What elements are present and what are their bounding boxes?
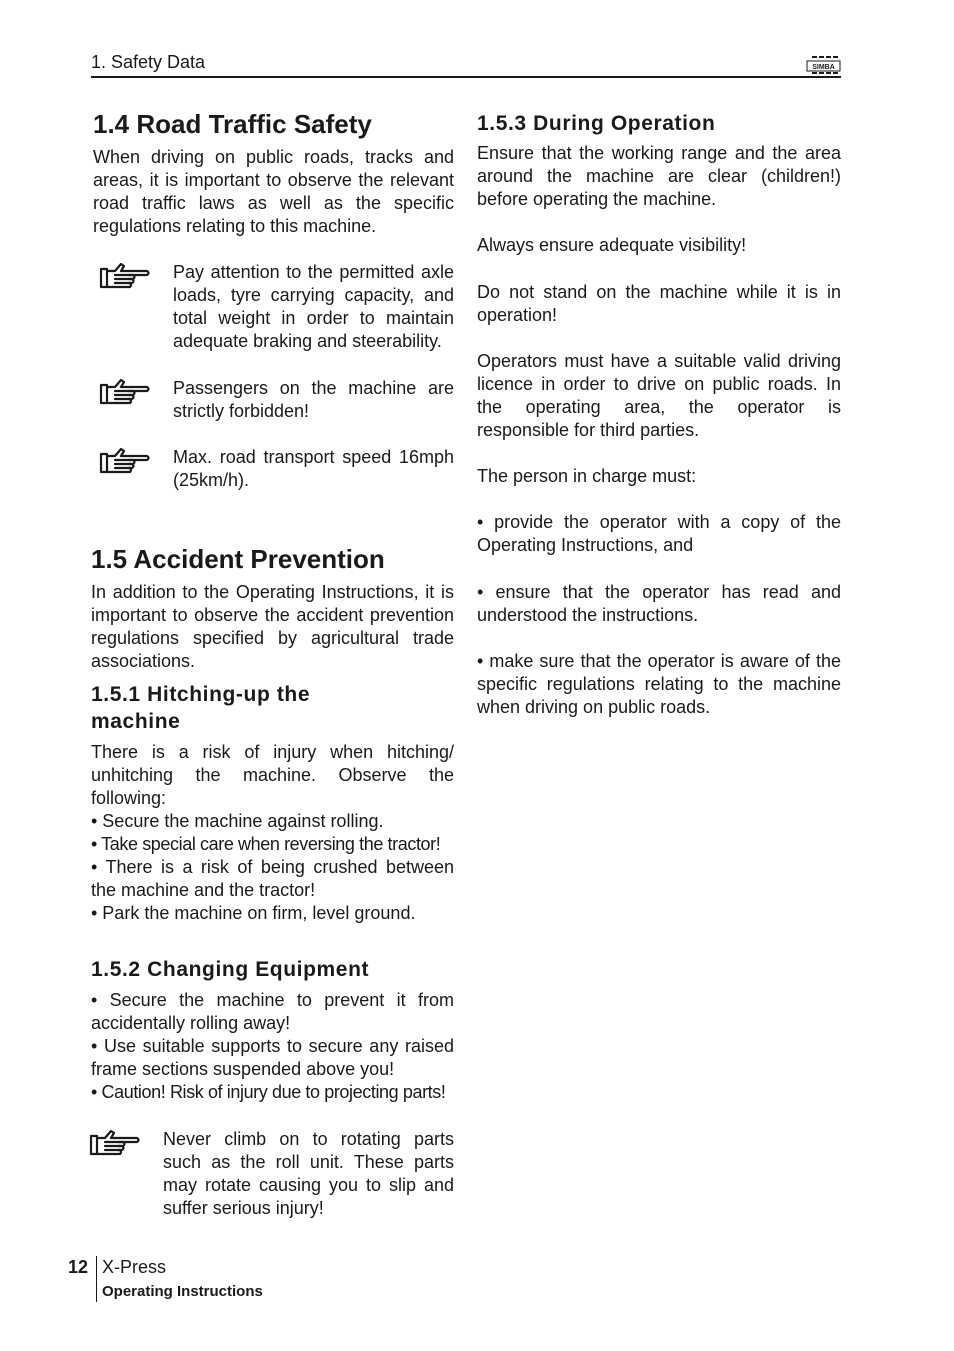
list-item: • Take special care when reversing the tractor!	[91, 834, 441, 854]
hitching-intro: There is a risk of injury when hitching/ unhitching the machine. Observe the following:	[91, 742, 454, 808]
during-operation-p2	[477, 281, 841, 327]
hitching-title-line2: machine	[91, 710, 181, 733]
note-text: Passengers on the machine are strictly forbidden!	[173, 378, 454, 421]
during-operation-p0	[477, 142, 841, 211]
subsection-title-hitching	[91, 681, 454, 735]
list-item: • Use suitable supports to secure any raised frame sections suspended above you!	[91, 1036, 454, 1079]
during-operation-p7	[477, 650, 841, 719]
simba-logo	[806, 55, 841, 75]
note-text: Never climb on to rotating parts such as the roll unit. These parts may rotate causing you to slip and suffer serious injury!	[163, 1129, 454, 1218]
pointing-hand-icon	[99, 446, 151, 476]
subsection-title-during-operation: 1.5.3 During Operation	[477, 112, 716, 135]
road-traffic-intro: When driving on public roads, tracks and areas, it is important to observe the relevant road traffic laws as well as the specific regulations relating to this machine.	[93, 147, 454, 236]
pointing-hand-icon	[89, 1128, 141, 1158]
paragraph: Always ensure adequate visibility!	[477, 235, 747, 255]
accident-prevention-section	[91, 544, 454, 574]
logo-text: SIMBA	[812, 64, 835, 71]
section-title-accident-prevention: 1.5 Accident Prevention	[91, 544, 385, 574]
hitching-intro-block	[91, 741, 454, 810]
paragraph: • ensure that the operator has read and understood the instructions.	[477, 582, 841, 625]
changing-heading	[91, 956, 454, 983]
during-operation-p4	[477, 465, 841, 488]
during-operation-p3	[477, 350, 841, 442]
running-header: 1. Safety Data	[91, 52, 206, 72]
hitching-title-line1: 1.5.1 Hitching-up the	[91, 683, 311, 706]
list-item: • Secure the machine against rolling.	[91, 811, 384, 831]
paragraph: Operators must have a suitable valid driving licence in order to drive on public roads. In the operating area, the operator is responsible for third parties.	[477, 351, 841, 440]
note-text: Pay attention to the permitted axle loads, tyre carrying capacity, and total weight in order to maintain adequate braking and steerability.	[173, 262, 454, 351]
accident-prevention-intro-block	[91, 581, 454, 673]
paragraph: • make sure that the operator is aware of the specific regulations relating to the machine when driving on public roads.	[477, 651, 841, 717]
list-item: • There is a risk of being crushed between the machine and the tractor!	[91, 857, 454, 900]
paragraph: • provide the operator with a copy of the Operating Instructions, and	[477, 512, 841, 555]
paragraph: The person in charge must:	[477, 466, 697, 486]
pointing-hand-icon	[99, 261, 151, 291]
page-number: 12	[68, 1257, 89, 1277]
list-item: • Secure the machine to prevent it from accidentally rolling away!	[91, 990, 454, 1033]
during-operation-p6	[477, 581, 841, 627]
section-title-road-traffic: 1.4 Road Traffic Safety	[93, 109, 372, 139]
accident-prevention-intro: In addition to the Operating Instructions, it is important to observe the accident prevention regulations specified by agricultural trade associations.	[91, 582, 454, 671]
road-traffic-intro-block	[93, 146, 454, 238]
hitching-list	[91, 810, 454, 925]
pointing-hand-icon	[99, 377, 151, 407]
during-operation-p5	[477, 511, 841, 557]
paragraph: Ensure that the working range and the area around the machine are clear (children!) before operating the machine.	[477, 143, 841, 209]
footer-product: X-Press	[102, 1257, 167, 1277]
footer-rule	[96, 1256, 97, 1302]
list-item: • Caution! Risk of injury due to projecting parts!	[91, 1082, 446, 1102]
changing-list	[91, 989, 454, 1104]
hitching-heading	[91, 681, 454, 735]
during-operation-p1	[477, 234, 841, 257]
list-item: • Park the machine on firm, level ground.	[91, 903, 416, 923]
subsection-title-changing: 1.5.2 Changing Equipment	[91, 958, 370, 981]
road-traffic-section	[91, 109, 454, 139]
note-text: Max. road transport speed 16mph (25km/h).	[173, 447, 454, 490]
paragraph: Do not stand on the machine while it is in operation!	[477, 282, 841, 325]
footer-doc-type: Operating Instructions	[102, 1283, 263, 1300]
during-operation-heading	[477, 110, 841, 137]
header-rule	[91, 76, 841, 78]
